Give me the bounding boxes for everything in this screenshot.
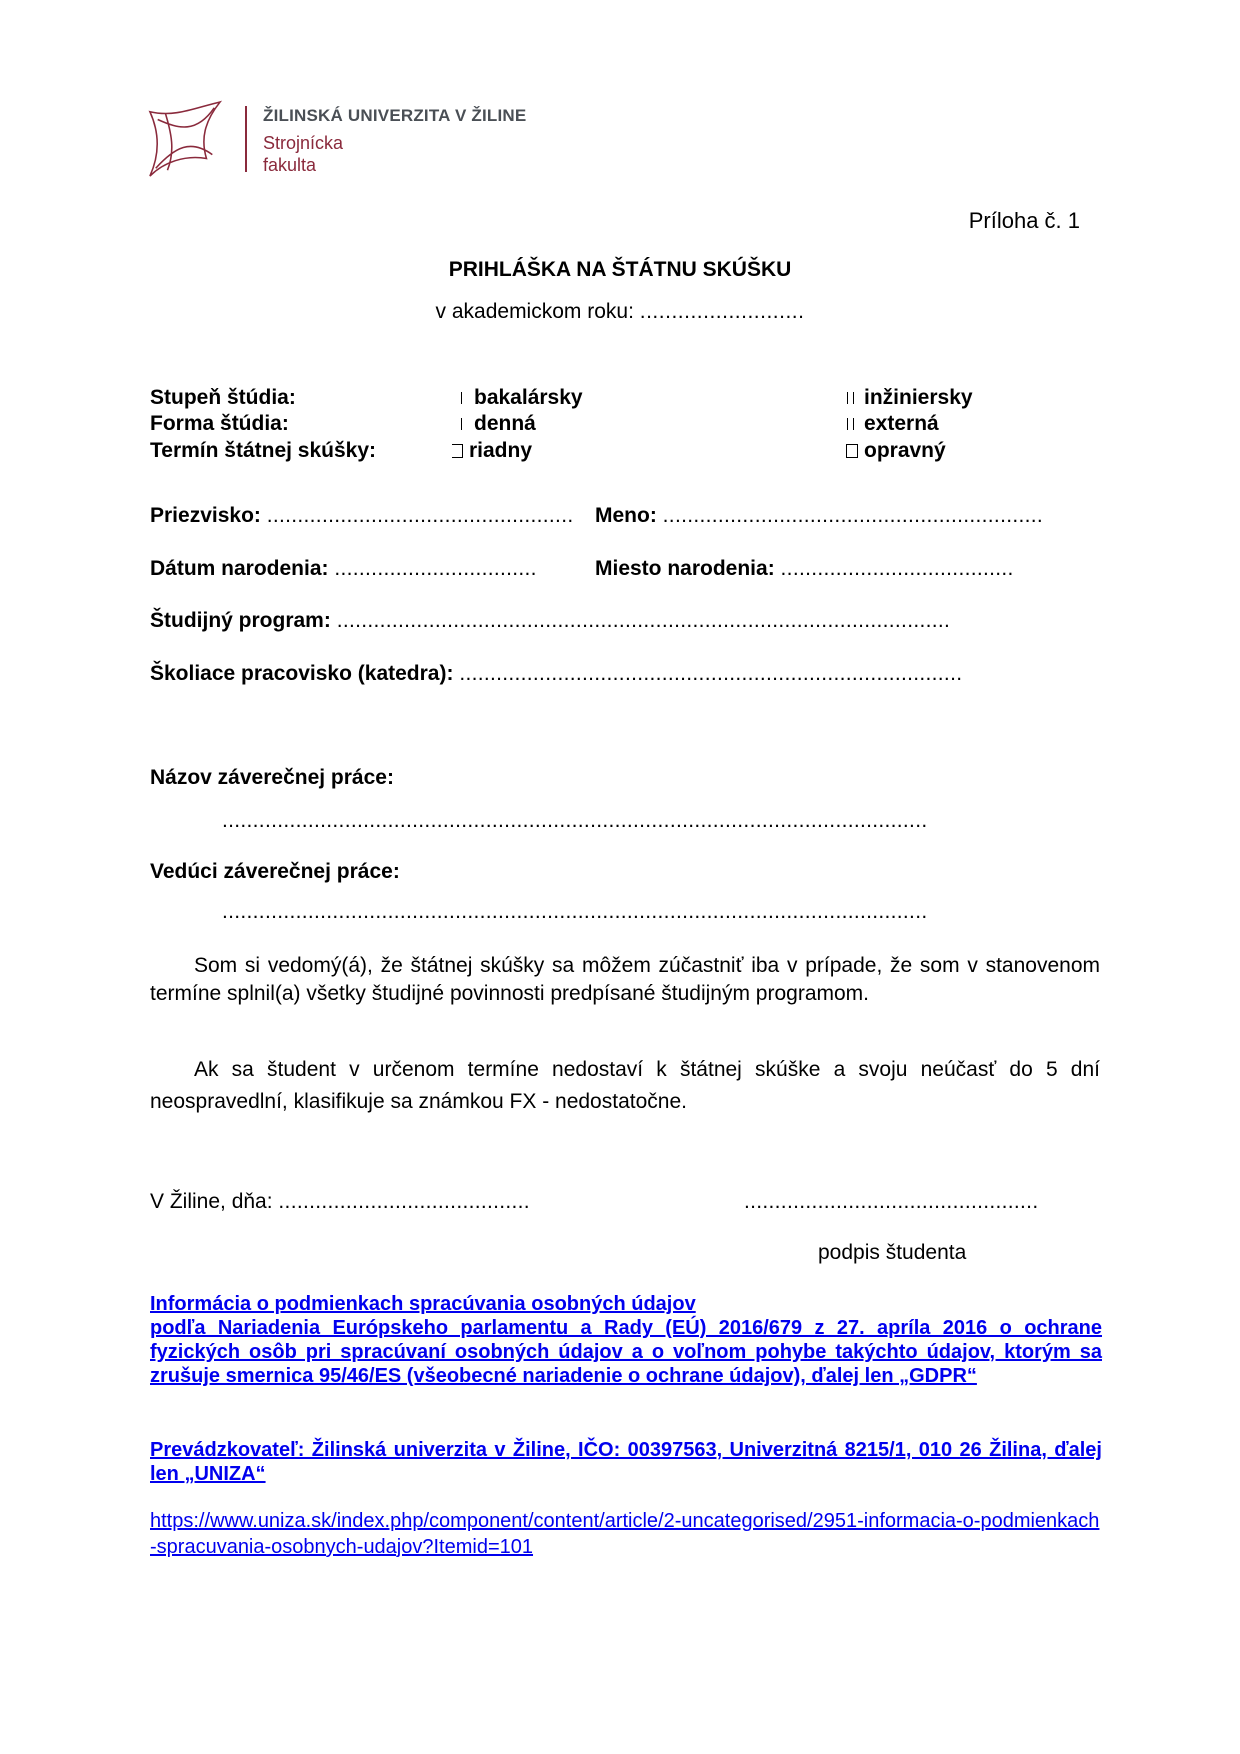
program-label: Študijný program: — [150, 609, 331, 632]
name-label: Meno: — [595, 504, 657, 527]
checkbox-external[interactable] — [846, 417, 858, 431]
supervisor-row — [150, 860, 400, 884]
supervisor-field[interactable]: ................................................................................................................... — [222, 900, 928, 923]
signature-label: podpis študenta — [818, 1241, 967, 1264]
thesis-title-label: Názov záverečnej práce: — [150, 766, 394, 789]
birthplace-label: Miesto narodenia: — [595, 557, 775, 580]
statement-attendance — [150, 952, 1100, 1008]
study-degree-label: Stupeň štúdia: — [150, 386, 296, 409]
exam-term-label: Termín štátnej skúšky: — [150, 439, 377, 462]
study-form-label: Forma štúdia: — [150, 412, 289, 435]
birthdate-label: Dátum narodenia: — [150, 557, 329, 580]
birthplace-row — [595, 557, 1014, 581]
gdpr-url[interactable] — [150, 1508, 1100, 1560]
thesis-title-field[interactable]: ................................................................................................................... — [222, 809, 928, 832]
logo-divider — [245, 106, 247, 172]
place-date-row — [150, 1190, 530, 1214]
annex-label: Príloha č. 1 — [968, 208, 1080, 233]
gdpr-regulation-text[interactable]: podľa Nariadenia Európskeho parlamentu a Rady (EÚ) 2016/679 z 27. apríla 2016 o ochrane fyzických osôb pri spracúvaní osobných údajov a o voľnom pohybe takýchto údajov, ktorým sa zrušuje smernica 95/46/ES (všeobecné nariadenie o ochrane údajov), ďalej len „GDPR“ — [150, 1317, 1102, 1387]
academic-year-line — [0, 300, 1240, 324]
checkbox-engineer[interactable] — [846, 391, 858, 405]
form-title: PRIHLÁŠKA NA ŠTÁTNU SKÚŠKU — [448, 258, 792, 281]
gdpr-operator-text[interactable]: Prevádzkovateľ: Žilinská univerzita v Žiline, IČO: 00397563, Univerzitná 8215/1, 010 26 Žilina, ďalej len „UNIZA“ — [150, 1439, 1102, 1485]
birthdate-row — [150, 557, 537, 581]
gdpr-operator[interactable] — [150, 1438, 1102, 1486]
option-external-label: externá — [864, 412, 939, 435]
gdpr-info-heading[interactable]: Informácia o podmienkach spracúvania osobných údajov — [150, 1293, 696, 1315]
academic-year-label: v akademickom roku: — [435, 300, 634, 323]
option-resit[interactable] — [846, 439, 946, 463]
name-field[interactable]: .............................................................. — [662, 504, 1044, 527]
faculty-name — [263, 132, 343, 176]
university-name: ŽILINSKÁ UNIVERZITA V ŽILINE — [263, 106, 527, 125]
option-bachelor-label: bakalársky — [474, 386, 583, 409]
thesis-title-row — [150, 766, 394, 790]
option-bachelor[interactable] — [456, 386, 583, 410]
checkbox-regular[interactable] — [452, 444, 463, 458]
academic-year-field[interactable]: .......................... — [639, 300, 805, 323]
option-full-time-label: denná — [474, 412, 536, 435]
statement-absence-text: Ak sa študent v určenom termíne nedostaví k štátnej skúške a svoju neúčasť do 5 dní neospravedlní, klasifikuje sa známkou FX - nedostatočne. — [150, 1058, 1100, 1113]
name-row — [595, 504, 1043, 528]
supervisor-label: Vedúci záverečnej práce: — [150, 860, 400, 883]
surname-row — [150, 504, 573, 528]
option-full-time[interactable] — [456, 412, 536, 436]
option-resit-label: opravný — [864, 439, 946, 462]
place-date-label: V Žiline, dňa: — [150, 1190, 273, 1213]
statement-absence — [150, 1054, 1100, 1118]
department-label: Školiace pracovisko (katedra): — [150, 662, 454, 685]
program-field[interactable]: .................................................................................................... — [336, 609, 951, 632]
surname-field[interactable]: .................................................. — [266, 504, 574, 527]
department-row — [150, 662, 962, 686]
birthdate-field[interactable]: ................................. — [334, 557, 537, 580]
checkbox-full-time[interactable] — [456, 417, 468, 431]
statement-attendance-text: Som si vedomý(á), že štátnej skúšky sa môžem zúčastniť iba v prípade, že som v stanovenom termíne splnil(a) všetky študijné povinnosti predpísané študijným programom. — [150, 954, 1100, 1005]
faculty-line-2: fakulta — [263, 155, 317, 175]
surname-label: Priezvisko: — [150, 504, 261, 527]
option-external[interactable] — [846, 412, 939, 436]
birthplace-field[interactable]: ...................................... — [780, 557, 1014, 580]
faculty-line-1: Strojnícka — [263, 133, 344, 153]
signature-field[interactable]: ................................................ — [744, 1190, 1039, 1213]
gdpr-url-link[interactable]: https://www.uniza.sk/index.php/component/content/article/2-uncategorised/2951-informacia-o-podmienkach-spracuvania-osobnych-udajov?Itemid=101 — [150, 1510, 1100, 1558]
checkbox-resit[interactable] — [846, 444, 858, 458]
gdpr-info[interactable] — [150, 1292, 1102, 1316]
option-regular-label: riadny — [469, 439, 533, 462]
option-regular[interactable] — [452, 439, 532, 463]
university-logo-icon — [146, 100, 224, 178]
checkbox-bachelor[interactable] — [456, 391, 468, 405]
gdpr-regulation[interactable] — [150, 1316, 1102, 1388]
option-engineer-label: inžiniersky — [864, 386, 973, 409]
department-field[interactable]: .................................................................................. — [459, 662, 963, 685]
place-date-field[interactable]: ......................................... — [278, 1190, 530, 1213]
option-engineer[interactable] — [846, 386, 973, 410]
program-row — [150, 609, 950, 633]
